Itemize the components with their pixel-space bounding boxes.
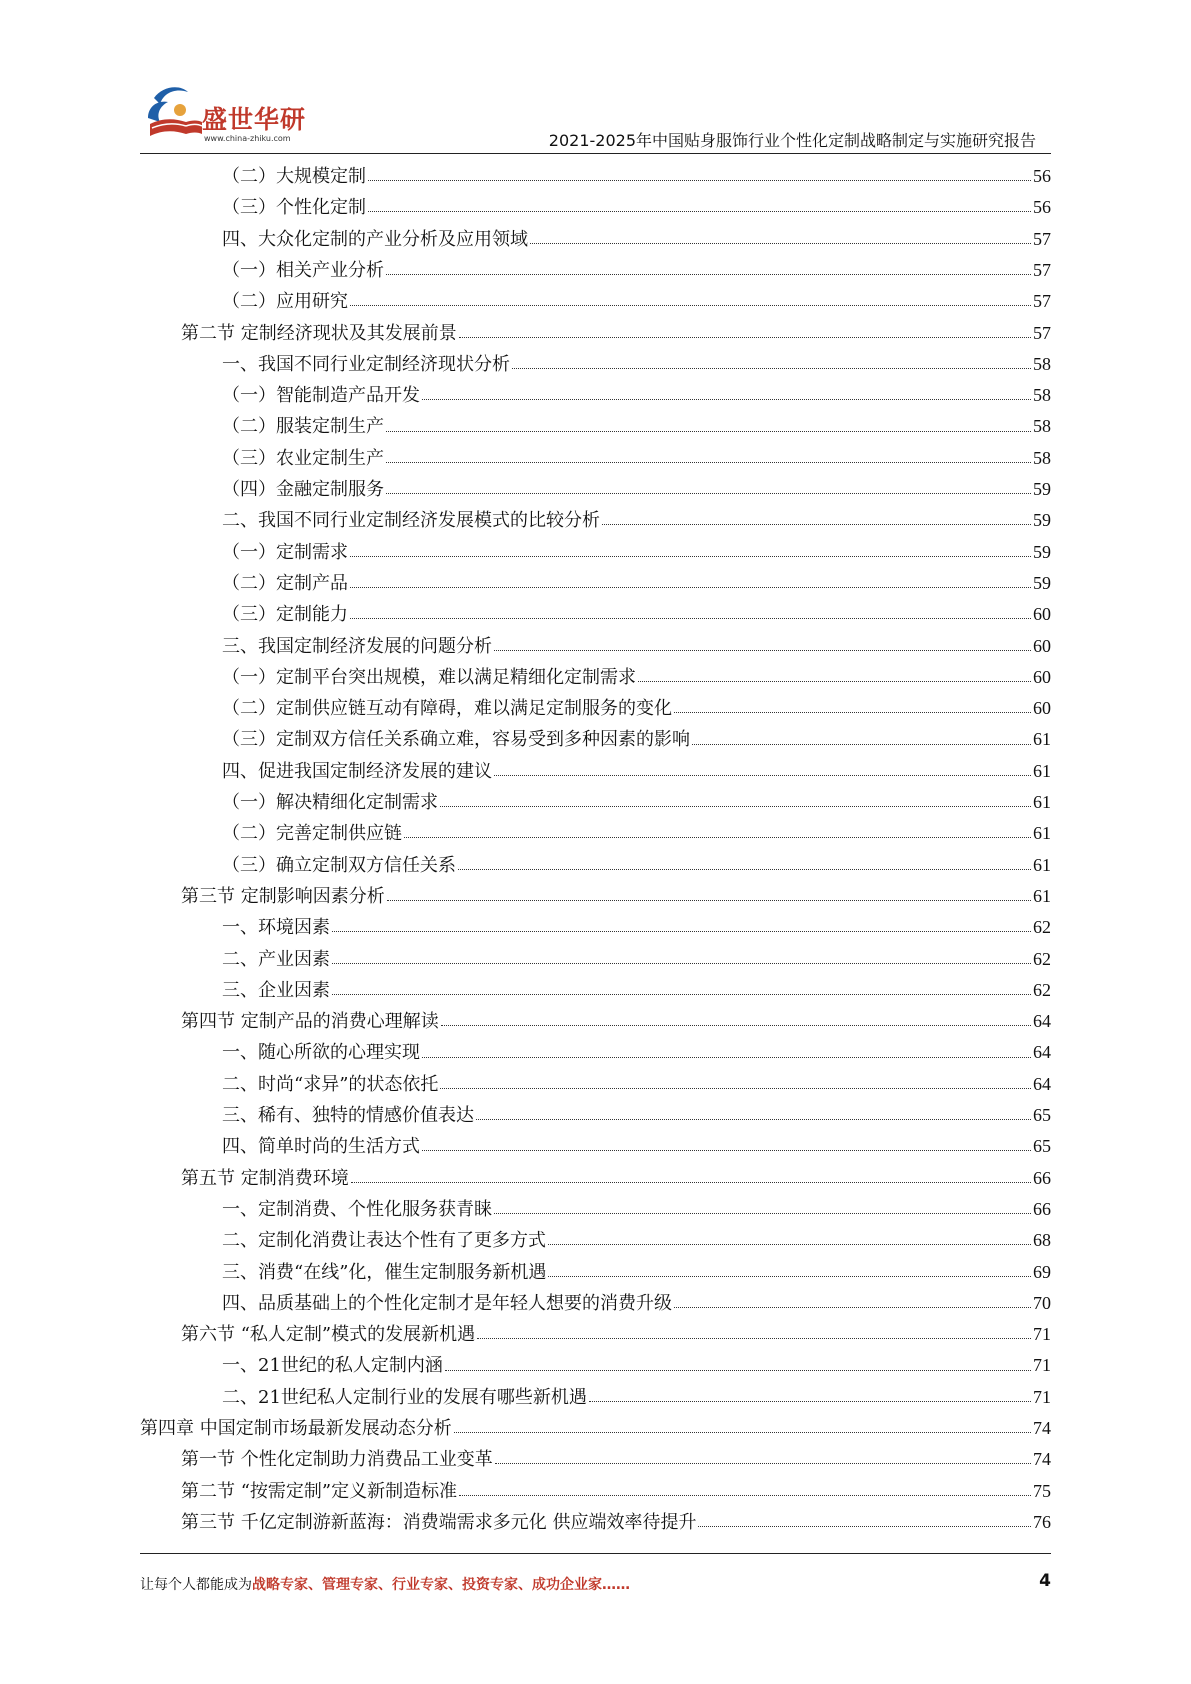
- toc-entry-page: 61: [1033, 792, 1051, 812]
- toc-dot-leader: [368, 211, 1031, 212]
- toc-entry-title: （二）定制供应链互动有障碍，难以满足定制服务的变化: [222, 698, 672, 720]
- toc-entry[interactable]: [181, 1319, 1051, 1350]
- toc-entry[interactable]: [222, 944, 1051, 975]
- toc-entry[interactable]: [222, 818, 1051, 849]
- toc-entry-title: （二）完善定制供应链: [222, 823, 402, 845]
- toc-entry-title: 四、大众化定制的产业分析及应用领域: [222, 228, 528, 250]
- toc-entry-page: 61: [1033, 760, 1051, 781]
- toc-dot-leader: [332, 994, 1031, 995]
- page-number: 4: [1039, 1571, 1051, 1591]
- toc-entry[interactable]: [140, 1413, 1051, 1444]
- toc-entry[interactable]: [222, 756, 1051, 787]
- toc-entry[interactable]: [222, 255, 1051, 286]
- toc-entry[interactable]: [222, 505, 1051, 536]
- footer-slogan-highlight: 战略专家、管理专家、行业专家、投资专家、成功企业家……: [252, 1577, 630, 1593]
- toc-dot-leader: [602, 524, 1031, 525]
- page-header: [0, 0, 1191, 160]
- toc-entry-title: （二）服装定制生产: [222, 416, 384, 438]
- toc-dot-leader: [674, 1307, 1031, 1308]
- toc-dot-leader: [512, 368, 1031, 369]
- toc-entry-page: 60: [1033, 635, 1051, 656]
- toc-entry-page: 62: [1033, 979, 1051, 1000]
- toc-dot-leader: [368, 180, 1031, 181]
- toc-entry[interactable]: [181, 1006, 1051, 1037]
- toc-dot-leader: [351, 1182, 1031, 1183]
- toc-entry-title: （一）定制平台突出规模，难以满足精细化定制需求: [222, 666, 636, 688]
- toc-entry-page: 74: [1033, 1418, 1051, 1438]
- toc-dot-leader: [698, 1526, 1031, 1527]
- toc-entry-page: 69: [1033, 1261, 1051, 1282]
- toc-entry[interactable]: [222, 1350, 1051, 1381]
- logo: [140, 84, 310, 150]
- toc-dot-leader: [674, 712, 1031, 713]
- toc-entry[interactable]: [222, 724, 1051, 755]
- toc-entry[interactable]: [222, 1131, 1051, 1162]
- toc-entry-title: 第三节 定制影响因素分析: [181, 885, 385, 907]
- toc-entry-title: 二、定制化消费让表达个性有了更多方式: [222, 1230, 546, 1252]
- toc-entry-title: 四、品质基础上的个性化定制才是年轻人想要的消费升级: [222, 1292, 672, 1314]
- toc-entry-title: （一）相关产业分析: [222, 259, 384, 281]
- toc-entry[interactable]: [181, 318, 1051, 349]
- toc-entry-title: （一）解决精细化定制需求: [222, 792, 438, 813]
- toc-entry-page: 65: [1033, 1105, 1051, 1125]
- toc-entry-page: 64: [1033, 1011, 1051, 1032]
- toc-entry-title: 四、简单时尚的生活方式: [222, 1136, 420, 1158]
- toc-entry[interactable]: [222, 1100, 1051, 1131]
- toc-entry-title: 一、环境因素: [222, 917, 330, 939]
- toc-entry-title: 二、时尚“求异”的状态依托: [222, 1073, 439, 1095]
- logo-icon: [140, 84, 204, 144]
- toc-entry-page: 71: [1033, 1386, 1051, 1407]
- toc-entry-page: 59: [1033, 572, 1051, 593]
- toc-entry-title: 一、随心所欲的心理实现: [222, 1042, 420, 1064]
- toc-entry-page: 59: [1033, 479, 1051, 499]
- toc-entry-title: 一、21世纪的私人定制内涵: [222, 1355, 443, 1377]
- toc-entry-title: 第二节 定制经济现状及其发展前景: [181, 322, 457, 344]
- toc-dot-leader: [441, 1025, 1031, 1026]
- toc-entry[interactable]: [222, 599, 1051, 630]
- toc-entry-title: 三、稀有、独特的情感价值表达: [222, 1105, 474, 1126]
- toc-entry[interactable]: [222, 850, 1051, 881]
- toc-entry[interactable]: [222, 1225, 1051, 1256]
- toc-dot-leader: [350, 618, 1031, 619]
- toc-entry-title: 三、我国定制经济发展的问题分析: [222, 635, 492, 657]
- toc-entry-page: 74: [1033, 1449, 1051, 1470]
- toc-dot-leader: [386, 274, 1031, 275]
- toc-entry[interactable]: [222, 975, 1051, 1006]
- toc-entry[interactable]: [222, 380, 1051, 411]
- toc-entry-page: 61: [1033, 823, 1051, 844]
- toc-dot-leader: [459, 1495, 1031, 1496]
- toc-entry[interactable]: [181, 1507, 1051, 1538]
- toc-entry-page: 75: [1033, 1480, 1051, 1501]
- toc-entry[interactable]: [222, 1382, 1051, 1413]
- toc-dot-leader: [350, 305, 1031, 306]
- toc-dot-leader: [440, 1088, 1031, 1089]
- toc-dot-leader: [386, 493, 1031, 494]
- report-title: 2021-2025年中国贴身服饰行业个性化定制战略制定与实施研究报告: [548, 131, 1036, 150]
- toc-entry-title: 二、21世纪私人定制行业的发展有哪些新机遇: [222, 1386, 587, 1408]
- toc-entry-title: （三）确立定制双方信任关系: [222, 854, 456, 876]
- toc-dot-leader: [386, 431, 1031, 432]
- toc-entry-title: 第一节 个性化定制助力消费品工业变革: [181, 1449, 493, 1471]
- toc-entry-page: 64: [1033, 1042, 1051, 1063]
- toc-entry-title: （二）应用研究: [222, 291, 348, 313]
- toc-entry-page: 76: [1033, 1511, 1051, 1532]
- toc-entry-page: 66: [1033, 1198, 1051, 1219]
- toc-entry-title: （三）定制能力: [222, 604, 348, 626]
- toc-entry[interactable]: [181, 881, 1051, 912]
- toc-dot-leader: [494, 1213, 1031, 1214]
- logo-name: 盛世华研: [202, 105, 307, 134]
- toc-dot-leader: [350, 556, 1031, 557]
- toc-entry-page: 58: [1033, 416, 1051, 437]
- toc-entry-page: 66: [1033, 1167, 1051, 1188]
- toc-dot-leader: [332, 963, 1031, 964]
- footer-slogan: [140, 1574, 630, 1594]
- toc-entry-page: 58: [1033, 385, 1051, 406]
- toc-dot-leader: [350, 587, 1031, 588]
- toc-entry-page: 64: [1033, 1073, 1051, 1094]
- toc-dot-leader: [494, 650, 1031, 651]
- toc-entry[interactable]: [222, 224, 1051, 255]
- toc-entry-page: 56: [1033, 197, 1051, 218]
- toc-entry-page: 70: [1033, 1292, 1051, 1313]
- toc-entry-page: 60: [1033, 604, 1051, 625]
- toc-entry-title: 第三节 千亿定制游新蓝海：消费端需求多元化 供应端效率待提升: [181, 1511, 697, 1533]
- toc-dot-leader: [589, 1401, 1031, 1402]
- toc-dot-leader: [332, 931, 1031, 932]
- toc-dot-leader: [638, 681, 1031, 682]
- footer-slogan-prefix: 让每个人都能成为: [140, 1577, 252, 1593]
- toc-entry[interactable]: [222, 662, 1051, 693]
- toc-entry-page: 57: [1033, 291, 1051, 312]
- toc-dot-leader: [477, 1338, 1031, 1339]
- toc-entry-title: 第四节 定制产品的消费心理解读: [181, 1011, 439, 1033]
- toc-entry[interactable]: [222, 286, 1051, 317]
- toc-entry[interactable]: [181, 1444, 1051, 1475]
- toc-entry[interactable]: [222, 192, 1051, 223]
- toc-entry[interactable]: [222, 631, 1051, 662]
- toc-entry[interactable]: [222, 1069, 1051, 1100]
- toc-dot-leader: [422, 399, 1031, 400]
- toc-entry-page: 60: [1033, 666, 1051, 687]
- toc-entry[interactable]: [222, 474, 1051, 505]
- footer-divider: [140, 1553, 1051, 1554]
- toc-entry-page: 62: [1033, 948, 1051, 969]
- header-divider: [140, 153, 1051, 154]
- toc-dot-leader: [422, 1150, 1031, 1151]
- toc-entry-page: 61: [1033, 729, 1051, 750]
- toc-entry-page: 61: [1033, 854, 1051, 875]
- toc-dot-leader: [440, 806, 1031, 807]
- toc-entry-page: 59: [1033, 510, 1051, 531]
- toc-entry-page: 57: [1033, 228, 1051, 249]
- toc-entry-page: 71: [1033, 1324, 1051, 1345]
- toc-entry-title: 第五节 定制消费环境: [181, 1167, 349, 1189]
- toc-entry-title: 一、定制消费、个性化服务获青睐: [222, 1198, 492, 1220]
- toc-entry-page: 57: [1033, 259, 1051, 280]
- toc-entry[interactable]: [222, 1194, 1051, 1225]
- toc-entry-page: 58: [1033, 447, 1051, 468]
- toc-dot-leader: [459, 337, 1031, 338]
- toc-entry-title: 一、我国不同行业定制经济现状分析: [222, 353, 510, 375]
- toc-entry[interactable]: [222, 1257, 1051, 1288]
- toc-entry-page: 62: [1033, 917, 1051, 938]
- toc-dot-leader: [454, 1432, 1031, 1433]
- toc-entry[interactable]: [222, 787, 1051, 818]
- toc-entry-title: 三、消费“在线”化，催生定制服务新机遇: [222, 1261, 547, 1283]
- toc-dot-leader: [386, 462, 1031, 463]
- toc-entry-title: （三）农业定制生产: [222, 447, 384, 469]
- toc-entry-title: 第六节 “私人定制”模式的发展新机遇: [181, 1324, 476, 1346]
- toc-dot-leader: [495, 1463, 1031, 1464]
- toc-entry-title: 第四章 中国定制市场最新发展动态分析: [140, 1418, 452, 1439]
- toc-entry[interactable]: [222, 568, 1051, 599]
- toc-entry[interactable]: [222, 443, 1051, 474]
- toc-entry[interactable]: [222, 161, 1051, 192]
- toc-dot-leader: [692, 744, 1031, 745]
- toc-dot-leader: [404, 837, 1031, 838]
- toc-entry[interactable]: [181, 1163, 1051, 1194]
- toc-entry-title: （二）定制产品: [222, 572, 348, 594]
- toc-entry-title: （四）金融定制服务: [222, 479, 384, 500]
- logo-url: www.china-zhiku.com: [204, 134, 291, 143]
- toc-dot-leader: [548, 1244, 1031, 1245]
- toc-entry-page: 61: [1033, 885, 1051, 906]
- toc-entry-page: 71: [1033, 1355, 1051, 1376]
- toc-entry-title: 第二节 “按需定制”定义新制造标准: [181, 1480, 458, 1502]
- toc-dot-leader: [422, 1057, 1031, 1058]
- toc-dot-leader: [387, 900, 1031, 901]
- toc-entry-title: 四、促进我国定制经济发展的建议: [222, 760, 492, 782]
- toc-entry-title: （三）定制双方信任关系确立难，容易受到多种因素的影响: [222, 729, 690, 751]
- toc-dot-leader: [548, 1276, 1031, 1277]
- toc-entry-title: 二、我国不同行业定制经济发展模式的比较分析: [222, 510, 600, 532]
- toc-entry[interactable]: [222, 693, 1051, 724]
- toc-dot-leader: [530, 243, 1031, 244]
- toc-entry-page: 68: [1033, 1230, 1051, 1251]
- toc-entry[interactable]: [222, 912, 1051, 943]
- toc-entry-title: 二、产业因素: [222, 948, 330, 970]
- toc-entry[interactable]: [222, 349, 1051, 380]
- toc-entry-title: 三、企业因素: [222, 979, 330, 1001]
- toc-entry-page: 59: [1033, 541, 1051, 562]
- toc-dot-leader: [445, 1370, 1031, 1371]
- toc-entry[interactable]: [181, 1476, 1051, 1507]
- toc-entry[interactable]: [222, 537, 1051, 568]
- toc-dot-leader: [476, 1119, 1031, 1120]
- toc-entry[interactable]: [222, 1288, 1051, 1319]
- toc-entry-page: 56: [1033, 166, 1051, 186]
- toc-entry[interactable]: [222, 1037, 1051, 1068]
- toc-entry[interactable]: [222, 411, 1051, 442]
- toc-entry-title: （三）个性化定制: [222, 197, 366, 219]
- toc-entry-page: 65: [1033, 1136, 1051, 1157]
- toc-entry-title: （一）定制需求: [222, 541, 348, 563]
- toc-dot-leader: [494, 775, 1031, 776]
- toc-entry-page: 58: [1033, 353, 1051, 374]
- toc-entry-page: 60: [1033, 698, 1051, 719]
- toc-entry-page: 57: [1033, 322, 1051, 343]
- toc-entry-title: （二）大规模定制: [222, 166, 366, 187]
- toc-dot-leader: [458, 869, 1031, 870]
- toc-entry-title: （一）智能制造产品开发: [222, 385, 420, 407]
